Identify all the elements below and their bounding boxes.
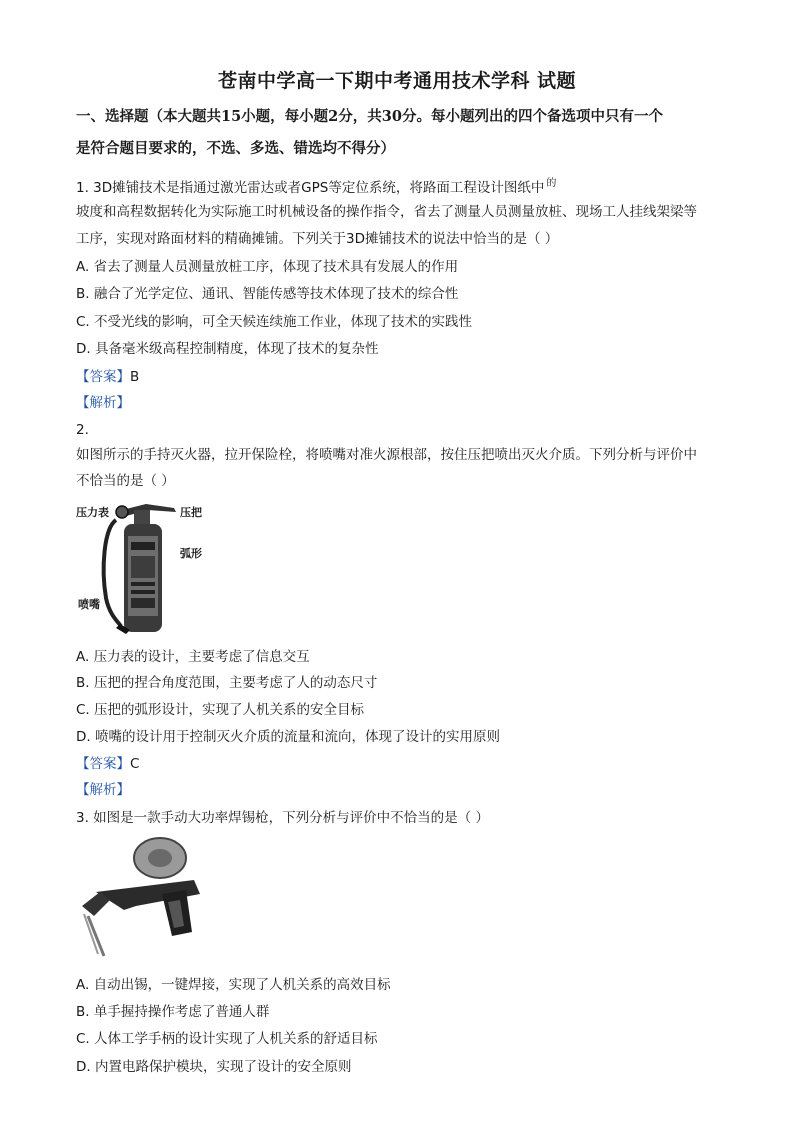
q1-option-a: A. 省去了测量人员测量放桩工序，体现了技术具有发展人的作用 (76, 259, 459, 275)
q1-analysis-tag: 【解析】 (76, 395, 130, 411)
q1-option-d: D. 具备毫米级高程控制精度，体现了技术的复杂性 (76, 341, 379, 357)
q1-option-c: C. 不受光线的影响，可全天候连续施工作业，体现了技术的实践性 (76, 314, 473, 330)
q3-option-a: A. 自动出锡，一键焊接，实现了人机关系的高效目标 (76, 977, 391, 993)
fire-extinguisher-figure (76, 498, 216, 636)
q2-answer-tag: 【答案】 (76, 756, 130, 772)
q2-option-d: D. 喷嘴的设计用于控制灭火介质的流量和流向，体现了设计的实用原则 (76, 729, 500, 745)
q2-analysis-tag: 【解析】 (76, 782, 130, 798)
q1-answer (76, 367, 139, 387)
q2-answer-value: C (130, 756, 140, 772)
q2-option-a: A. 压力表的设计，主要考虑了信息交互 (76, 649, 310, 665)
q2-number: 2. (76, 422, 89, 438)
label-arc: 弧形 (180, 547, 202, 560)
q3-option-b: B. 单手握持操作考虑了普通人群 (76, 1004, 270, 1020)
soldering-gun-illustration (76, 836, 216, 964)
q1-stem-line-2: 坡度和高程数据转化为实际施工时机械设备的操作指令，省去了测量人员测量放桩、现场工人挂线架梁等 (76, 204, 697, 220)
q3-stem: 3. 如图是一款手动大功率焊锡枪，下列分析与评价中不恰当的是（ ） (76, 810, 489, 826)
q1-stem-text-1: 1. 3D摊铺技术是指通过激光雷达或者GPS等定位系统，将路面工程设计图纸中 (76, 180, 545, 196)
q2-option-b: B. 压把的捏合角度范围，主要考虑了人的动态尺寸 (76, 675, 378, 691)
section-heading-line-1: 一、选择题（本大题共15小题，每小题2分，共30分。每小题列出的四个备选项中只有一个 (76, 108, 663, 125)
label-nozzle: 喷嘴 (78, 598, 100, 611)
q1-stem-line-3: 工序，实现对路面材料的精确摊铺。下列关于3D摊铺技术的说法中恰当的是（ ） (76, 231, 559, 247)
q1-option-b: B. 融合了光学定位、通讯、智能传感等技术体现了技术的综合性 (76, 286, 459, 302)
q2-option-c: C. 压把的弧形设计，实现了人机关系的安全目标 (76, 702, 365, 718)
q2-answer (76, 754, 139, 774)
page-title: 苍南中学高一下期中考通用技术学科 试题 (217, 70, 577, 92)
q1-stem-line-1 (76, 174, 556, 198)
label-handle: 压把 (180, 506, 202, 519)
q1-answer-value: B (130, 369, 140, 385)
label-pressure-gauge: 压力表 (76, 506, 109, 519)
section-heading-line-2: 是符合题目要求的，不选、多选、错选均不得分） (76, 140, 395, 157)
q2-stem-line-1: 如图所示的手持灭火器，拉开保险栓，将喷嘴对准火源根部，按住压把喷出灭火介质。下列分析与评价中 (76, 447, 697, 463)
q3-option-d: D. 内置电路保护模块，实现了设计的安全原则 (76, 1059, 352, 1075)
section-heading (76, 101, 726, 165)
q2-stem-line-2: 不恰当的是（ ） (76, 473, 175, 489)
q1-stem-superscript: 的 (546, 178, 557, 189)
q1-answer-tag: 【答案】 (76, 369, 130, 385)
soldering-gun-figure (76, 836, 216, 964)
q3-option-c: C. 人体工学手柄的设计实现了人机关系的舒适目标 (76, 1031, 378, 1047)
